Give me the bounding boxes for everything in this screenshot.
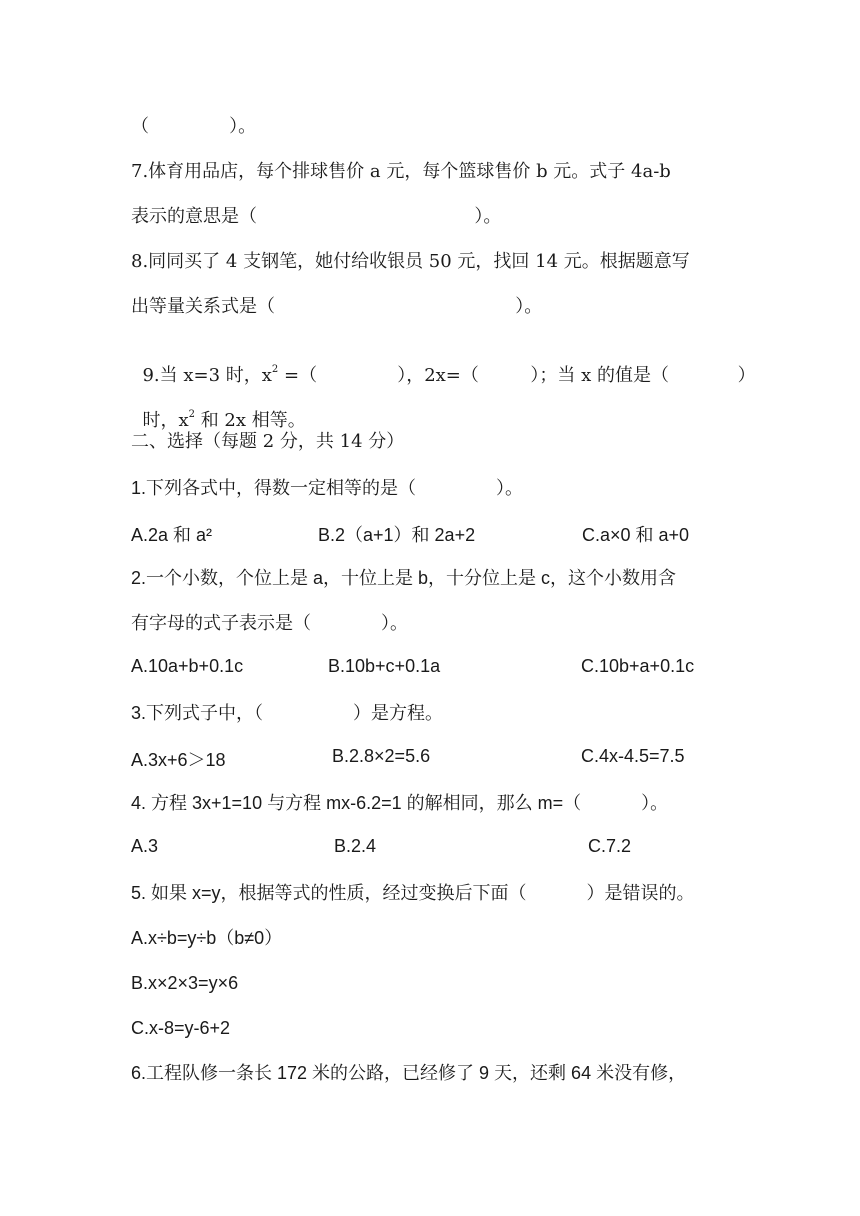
q7-line2: 表示的意思是（ ）。 [131,206,502,227]
mc3-stem: 3.下列式子中，（ ）是方程。 [131,703,444,723]
q8-line2: 出等量关系式是（ ）。 [131,296,543,317]
q9-l1b: =（ ），2x=（ ）；当 x 的值是（ ） [278,365,756,386]
mc6-stem: 6.工程队修一条长 172 米的公路，已经修了 9 天，还剩 64 米没有修， [131,1063,687,1083]
q8-line1: 8.同同买了 4 支钢笔，她付给收银员 50 元，找回 14 元。根据题意写 [131,251,690,272]
mc3-option-c: C.4x-4.5=7.5 [581,746,685,766]
mc4-option-a: A.3 [131,836,159,856]
q9-line2 [131,385,860,436]
mc5-stem: 5. 如果 x=y，根据等式的性质，经过变换后下面（ ）是错误的。 [131,883,695,903]
q9-l2b: 和 2x 相等。 [194,410,306,431]
mc2-option-a: A.10a+b+0.1c [131,656,244,676]
q9-l1a: 9.当 x=3 时，x [142,365,272,386]
section2-title: 二、选择（每题 2 分，共 14 分） [131,431,405,452]
mc5-option-a: A.x÷b=y÷b（b≠0） [131,928,283,948]
q6-tail: （ ）。 [131,116,257,137]
mc1-option-c: C.a×0 和 a+0 [582,525,690,545]
q9-line1 [131,340,860,391]
mc2-option-b: B.10b+c+0.1a [328,656,441,676]
mc4-option-b: B.2.4 [334,836,377,856]
mc1-option-b: B.2（a+1）和 2a+2 [318,525,476,545]
mc2-option-c: C.10b+a+0.1c [581,656,695,676]
mc3-option-a: A.3x+6＞18 [131,750,226,770]
mc2-stem2: 有字母的式子表示是（ ）。 [131,613,409,633]
mc5-option-c: C.x-8=y-6+2 [131,1018,231,1038]
superscript-2: 2 [271,364,279,375]
mc1-stem: 1.下列各式中，得数一定相等的是（ ）。 [131,478,524,498]
mc2-stem: 2.一个小数，个位上是 a，十位上是 b，十分位上是 c，这个小数用含 [131,568,677,588]
superscript-2: 2 [188,409,195,420]
mc4-stem: 4. 方程 3x+1=10 与方程 mx-6.2=1 的解相同，那么 m=（ ）。 [131,793,669,813]
mc3-option-b: B.2.8×2=5.6 [332,746,431,766]
q7-line1: 7.体育用品店，每个排球售价 a 元，每个篮球售价 b 元。式子 4a-b [131,161,671,182]
mc4-option-c: C.7.2 [588,836,632,856]
mc5-option-b: B.x×2×3=y×6 [131,973,239,993]
mc1-option-a: A.2a 和 a² [131,525,213,545]
q9-l2a: 时，x [142,410,189,431]
